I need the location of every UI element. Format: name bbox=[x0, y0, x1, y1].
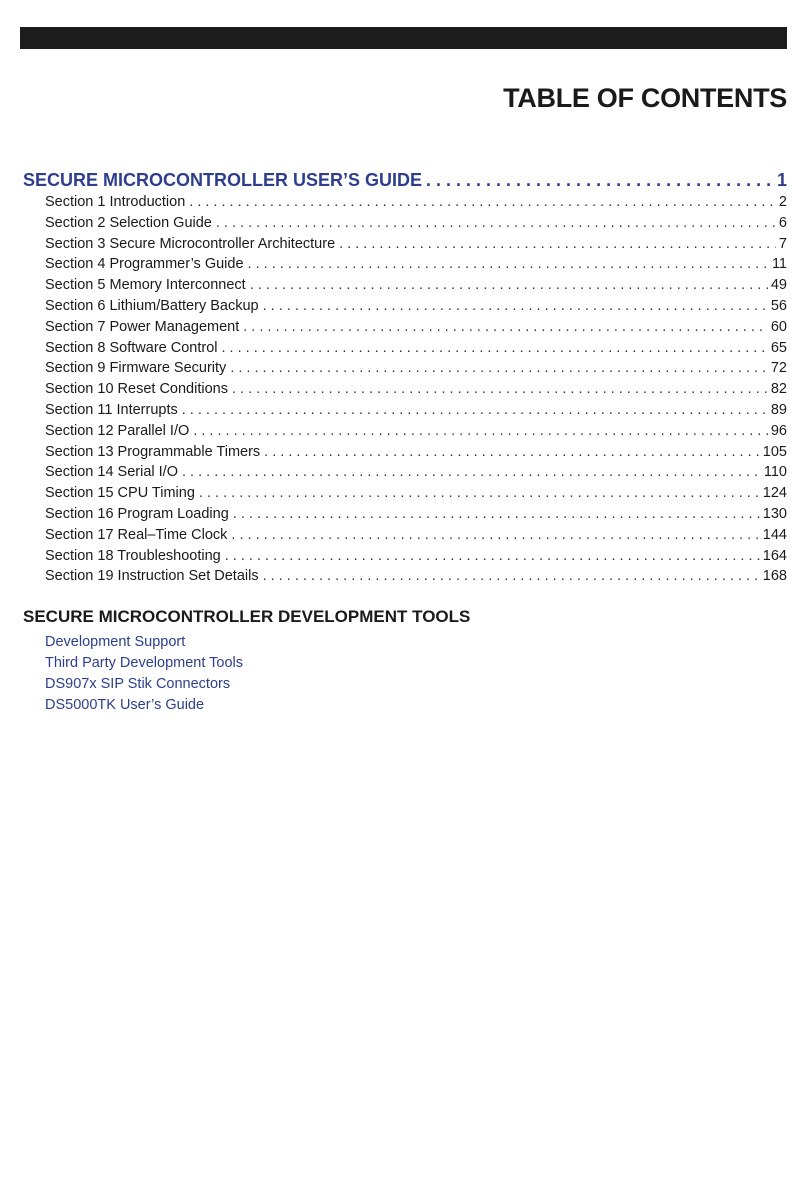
toc-entry[interactable] bbox=[45, 546, 787, 567]
dev-tool-link[interactable]: DS907x SIP Stik Connectors bbox=[45, 675, 231, 692]
dot-leader bbox=[339, 234, 776, 255]
table-of-contents bbox=[23, 168, 787, 715]
toc-entry-page: 65 bbox=[770, 339, 787, 356]
toc-entry-label: Section 9 Firmware Security bbox=[45, 360, 227, 377]
toc-entry-page: 105 bbox=[762, 443, 787, 460]
toc-entry[interactable] bbox=[45, 566, 787, 587]
toc-entry-page: 164 bbox=[762, 547, 787, 564]
dev-tool-link[interactable]: Third Party Development Tools bbox=[45, 654, 243, 671]
toc-entry[interactable] bbox=[45, 275, 787, 296]
dot-leader bbox=[221, 338, 767, 359]
toc-entry-label: Section 13 Programmable Timers bbox=[45, 443, 261, 460]
toc-entry-page: 56 bbox=[770, 297, 787, 314]
toc-entry-label: Section 1 Introduction bbox=[45, 194, 186, 210]
toc-entry[interactable] bbox=[45, 525, 787, 546]
toc-entry[interactable] bbox=[45, 234, 787, 255]
toc-entry-label: Section 12 Parallel I/O bbox=[45, 422, 190, 439]
toc-entry-label: Section 14 Serial I/O bbox=[45, 464, 178, 481]
dev-tools-heading: SECURE MICROCONTROLLER DEVELOPMENT TOOLS bbox=[23, 607, 471, 627]
dot-leader bbox=[182, 400, 768, 421]
dev-tool-link[interactable]: DS5000TK User’s Guide bbox=[45, 696, 205, 713]
dot-leader bbox=[231, 525, 759, 546]
toc-entry-label: Section 11 Interrupts bbox=[45, 401, 178, 418]
toc-entry-label: Section 19 Instruction Set Details bbox=[45, 568, 259, 585]
toc-entry[interactable] bbox=[45, 483, 787, 504]
dot-leader bbox=[225, 546, 760, 567]
toc-entry-label: Section 18 Troubleshooting bbox=[45, 547, 221, 564]
dot-leader bbox=[193, 421, 768, 442]
dot-leader bbox=[199, 483, 760, 504]
toc-entry-page: 96 bbox=[770, 422, 787, 439]
toc-entry-label: Section 5 Memory Interconnect bbox=[45, 277, 246, 294]
dot-leader bbox=[233, 504, 760, 525]
toc-entry-page: 49 bbox=[770, 277, 787, 294]
page-title: TABLE OF CONTENTS bbox=[503, 83, 787, 113]
toc-entry[interactable] bbox=[45, 358, 787, 379]
dot-leader bbox=[216, 213, 776, 234]
toc-entry-page: 110 bbox=[763, 464, 787, 481]
toc-entry-label: Section 4 Programmer’s Guide bbox=[45, 256, 244, 273]
dot-leader bbox=[230, 358, 768, 379]
toc-main-heading-page: 1 bbox=[776, 170, 787, 190]
toc-entry-page: 6 bbox=[778, 214, 787, 231]
toc-entry-page: 89 bbox=[770, 401, 787, 418]
toc-entry-page: 11 bbox=[771, 256, 787, 273]
toc-entry-label: Section 7 Power Management bbox=[45, 318, 240, 335]
toc-entry[interactable] bbox=[45, 338, 787, 359]
toc-entry[interactable] bbox=[45, 296, 787, 317]
toc-entry[interactable] bbox=[45, 504, 787, 525]
toc-entry-page: 168 bbox=[762, 568, 787, 585]
toc-entry-page: 130 bbox=[762, 505, 787, 522]
toc-entry-page: 144 bbox=[762, 526, 787, 543]
toc-entry[interactable] bbox=[45, 254, 787, 275]
dot-leader bbox=[250, 275, 768, 296]
dot-leader bbox=[182, 462, 761, 483]
dot-leader bbox=[232, 379, 768, 400]
toc-entry[interactable] bbox=[45, 317, 787, 338]
dev-tool-link[interactable]: Development Support bbox=[45, 634, 186, 651]
header-bar bbox=[20, 27, 787, 49]
toc-entry-label: Section 2 Selection Guide bbox=[45, 214, 212, 231]
toc-main-heading[interactable] bbox=[23, 168, 787, 192]
toc-entry[interactable] bbox=[45, 192, 787, 213]
toc-entry-label: Section 10 Reset Conditions bbox=[45, 381, 228, 398]
toc-entry-page: 82 bbox=[770, 381, 787, 398]
toc-main-heading-label: SECURE MICROCONTROLLER USER’S GUIDE bbox=[23, 170, 423, 190]
toc-entry-page: 124 bbox=[762, 485, 787, 502]
toc-entry[interactable] bbox=[45, 442, 787, 463]
toc-entry-label: Section 16 Program Loading bbox=[45, 505, 229, 522]
toc-entry-label: Section 3 Secure Microcontroller Architecture bbox=[45, 235, 336, 252]
toc-entry-page: 60 bbox=[770, 318, 787, 335]
dot-leader bbox=[426, 168, 773, 192]
toc-section-list bbox=[23, 192, 787, 587]
toc-entry-label: Section 15 CPU Timing bbox=[45, 485, 195, 502]
dev-tools-list bbox=[23, 632, 787, 715]
toc-entry[interactable] bbox=[45, 379, 787, 400]
toc-entry-page: 72 bbox=[770, 360, 787, 377]
dot-leader bbox=[243, 317, 768, 338]
dot-leader bbox=[263, 296, 768, 317]
toc-entry[interactable] bbox=[45, 400, 787, 421]
toc-entry[interactable] bbox=[45, 421, 787, 442]
toc-entry-label: Section 8 Software Control bbox=[45, 339, 218, 356]
toc-entry-label: Section 6 Lithium/Battery Backup bbox=[45, 297, 259, 314]
dot-leader bbox=[248, 254, 769, 275]
toc-entry-label: Section 17 Real–Time Clock bbox=[45, 526, 228, 543]
dot-leader bbox=[189, 192, 776, 213]
dot-leader bbox=[264, 442, 760, 463]
toc-entry[interactable] bbox=[45, 213, 787, 234]
toc-entry[interactable] bbox=[45, 462, 787, 483]
toc-entry-page: 7 bbox=[778, 235, 787, 252]
dot-leader bbox=[263, 566, 760, 587]
toc-entry-page: 2 bbox=[778, 194, 787, 210]
